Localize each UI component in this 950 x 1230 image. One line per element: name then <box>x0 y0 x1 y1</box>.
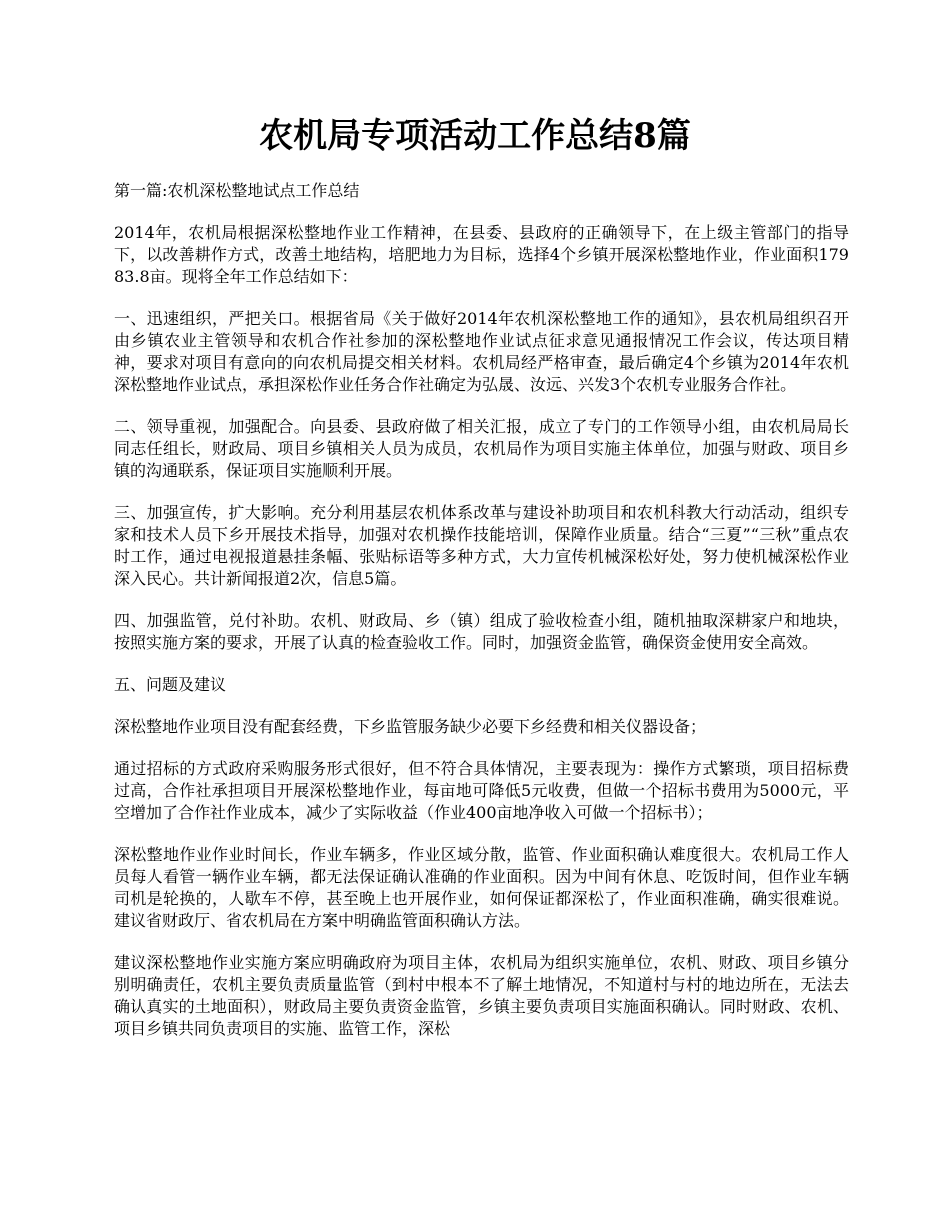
intro-paragraph: 2014年，农机局根据深松整地作业工作精神，在县委、县政府的正确领导下，在上级主管部门的指导下，以改善耕作方式，改善土地结构，培肥地力为目标，选择4个乡镇开展深松整地作业，作业面积17983.8亩。现将全年工作总结如下： <box>114 223 849 286</box>
paragraph-leadership: 二、领导重视，加强配合。向县委、县政府做了相关汇报，成立了专门的工作领导小组，由农机局局长同志任组长，财政局、项目乡镇相关人员为成员，农机局作为项目实施主体单位，加强与财政、项目乡镇的沟通联系，保证项目实施顺利开展。 <box>114 417 849 480</box>
paragraph-problem-bidding: 通过招标的方式政府采购服务形式很好，但不符合具体情况，主要表现为：操作方式繁琐，项目招标费过高，合作社承担项目开展深松整地作业，每亩地可降低5元收费，但做一个招标书费用为5000元，平空增加了合作社作业成本，减少了实际收益（作业400亩地净收入可做一个招标书）； <box>114 759 849 822</box>
paragraph-organization: 一、迅速组织，严把关口。根据省局《关于做好2014年农机深松整地工作的通知》，县农机局组织召开由乡镇农业主管领导和农机合作社参加的深松整地作业试点征求意见通报情况工作会议，传达项目精神，要求对项目有意向的向农机局提交相关材料。农机局经严格审查，最后确定4个乡镇为2014年农机深松整地作业试点，承担深松作业任务合作社确定为弘晟、汝远、兴发3个农机专业服务合作社。 <box>114 309 849 394</box>
paragraph-problem-monitoring: 深松整地作业作业时间长，作业车辆多，作业区域分散，监管、作业面积确认难度很大。农机局工作人员每人看管一辆作业车辆，都无法保证确认准确的作业面积。因为中间有休息、吃饭时间，但作业车辆司机是轮换的，人歇车不停，甚至晚上也开展作业，如何保证都深松了，作业面积准确，确实很难说。建议省财政厅、省农机局在方案中明确监管面积确认方法。 <box>114 845 849 930</box>
document-title: 农机局专项活动工作总结8篇 <box>259 116 691 156</box>
paragraph-supervision: 四、加强监管，兑付补助。农机、财政局、乡（镇）组成了验收检查小组，随机抽取深耕家户和地块，按照实施方案的要求，开展了认真的检查验收工作。同时，加强资金监管，确保资金使用安全高效。 <box>114 611 849 652</box>
paragraph-problem-funding: 深松整地作业项目没有配套经费，下乡监管服务缺少必要下乡经费和相关仪器设备； <box>114 717 707 736</box>
paragraph-publicity: 三、加强宣传，扩大影响。充分利用基层农机体系改革与建设补助项目和农机科教大行动活动，组织专家和技术人员下乡开展技术指导，加强对农机操作技能培训，保障作业质量。结合“三夏”“三秋”重点农时工作，通过电视报道悬挂条幅、张贴标语等多种方式，大力宣传机械深松好处，努力使机械深松作业深入民心。共计新闻报道2次，信息5篇。 <box>114 503 849 588</box>
paragraph-problems-heading: 五、问题及建议 <box>114 675 227 694</box>
document-body <box>114 180 849 1060</box>
paragraph-suggestion: 建议深松整地作业实施方案应明确政府为项目主体，农机局为组织实施单位，农机、财政、项目乡镇分别明确责任，农机主要负责质量监管（到村中根本不了解土地情况，不知道村与村的地边所在，无法去确认真实的土地面积），财政局主要负责资金监管，乡镇主要负责项目实施面积确认。同时财政、农机、项目乡镇共同负责项目的实施、监管工作，深松 <box>114 953 849 1038</box>
section-heading: 第一篇:农机深松整地试点工作总结 <box>114 181 360 200</box>
